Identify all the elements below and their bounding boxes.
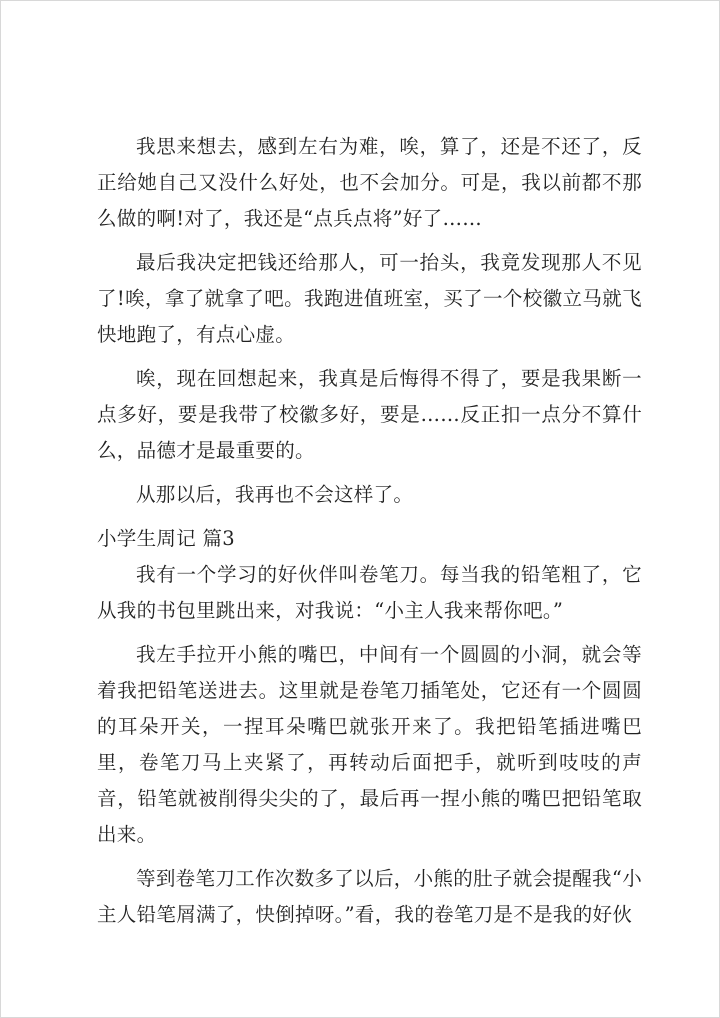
paragraph: 最后我决定把钱还给那人，可一抬头，我竟发现那人不见了!唉，拿了就拿了吧。我跑进值班室，买了一个校徽立马就飞快地跑了，有点心虚。 (97, 251, 642, 346)
section-heading: 小学生周记 篇3 (97, 527, 236, 550)
paragraph: 唉，现在回想起来，我真是后悔得不得了，要是我果断一点多好，要是我带了校徽多好，要是……反正扣一点分不算什么，品德才是最重要的。 (97, 367, 642, 462)
paragraph: 从那以后，我再也不会这样了。 (136, 483, 414, 506)
paragraph: 我有一个学习的好伙伴叫卷笔刀。每当我的铅笔粗了，它从我的书包里跳出来，对我说：“小主人我来帮你吧。” (97, 563, 642, 622)
paragraph: 等到卷笔刀工作次数多了以后，小熊的肚子就会提醒我“小主人铅笔屑满了，快倒掉呀。”看，我的卷笔刀是不是我的好伙 (97, 867, 642, 926)
document-body (97, 129, 642, 941)
paragraph: 我左手拉开小熊的嘴巴，中间有一个圆圆的小洞，就会等着我把铅笔送进去。这里就是卷笔刀插笔处，它还有一个圆圆的耳朵开关，一捏耳朵嘴巴就张开来了。我把铅笔插进嘴巴里，卷笔刀马上夹紧了，再转动后面把手，就听到吱吱的声音，铅笔就被削得尖尖的了，最后再一捏小熊的嘴巴把铅笔取出来。 (97, 643, 642, 846)
paragraph: 我思来想去，感到左右为难，唉，算了，还是不还了，反正给她自己又没什么好处，也不会加分。可是，我以前都不那么做的啊!对了，我还是“点兵点将”好了…… (97, 135, 642, 230)
